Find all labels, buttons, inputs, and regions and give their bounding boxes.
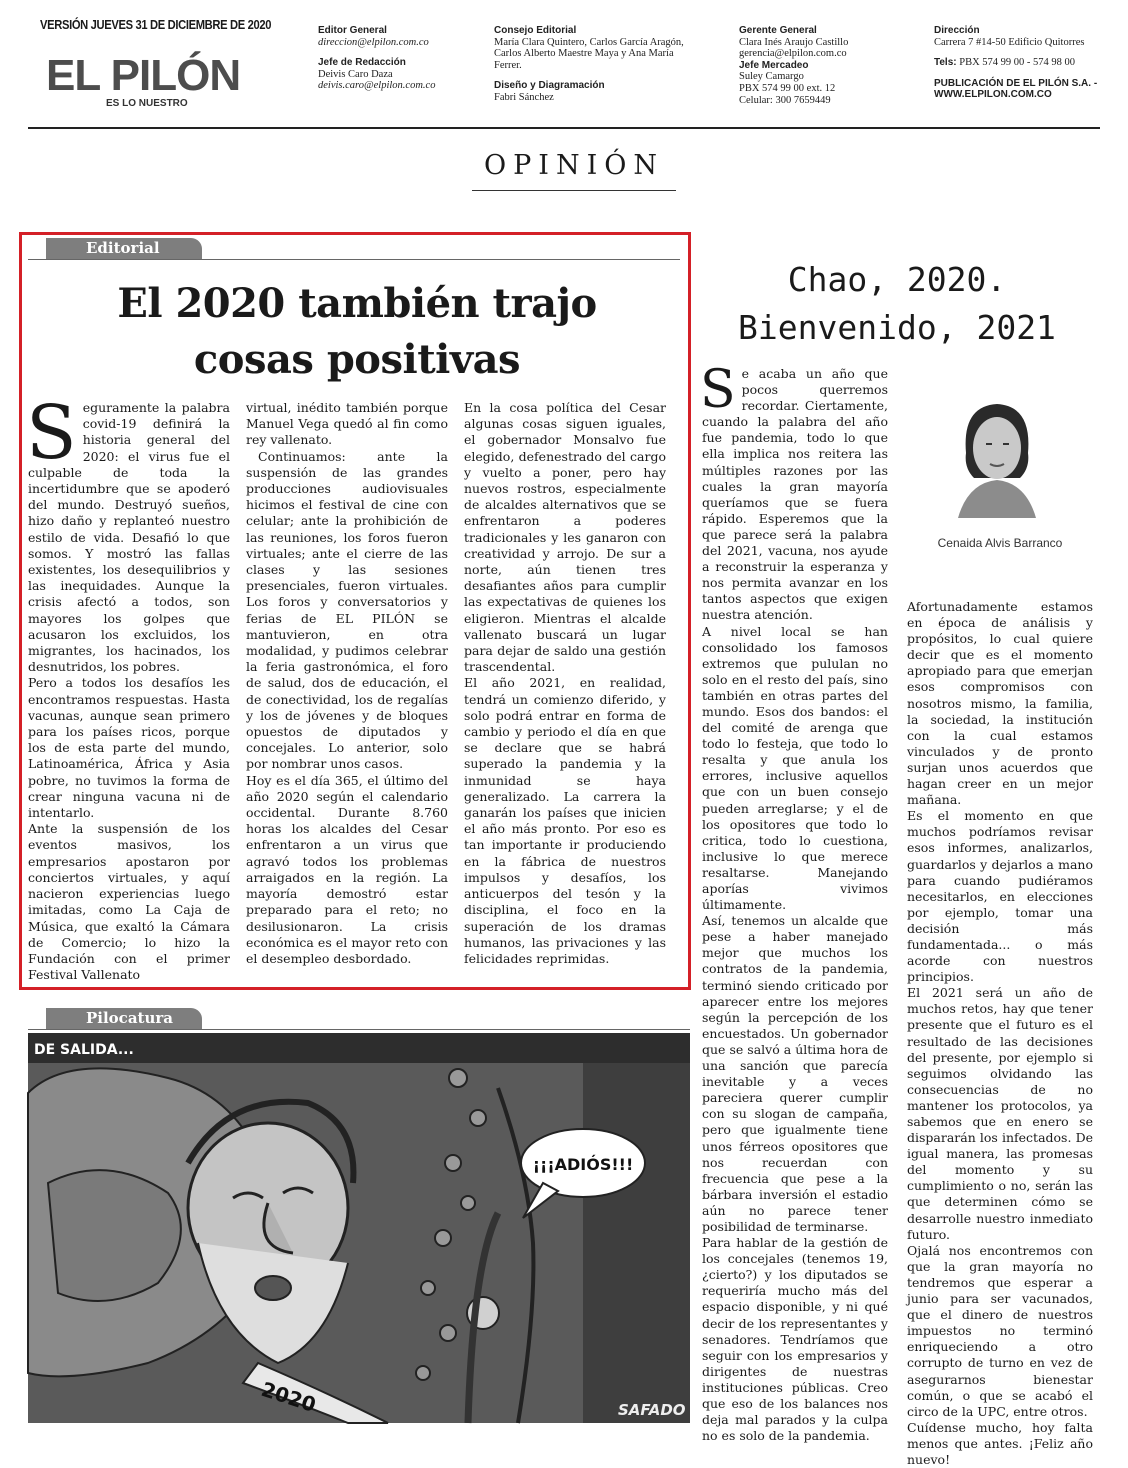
editorial-paragraph: Continuamos: ante la suspensión de las grandes producciones audiovisuales hicimos el festival de cine con celular; ante la prohibición de las reuniones, los foros fueron virtuales; ante el cierre de las clases y las sesiones presenciales, fueron virtuales. Los foros y conversatorios y ferias de EL PILÓN se mantuvieron, en otra modalidad, y pudimos celebrar la feria gastronómica, el foro de salud, dos de educación, el de conectividad, los de regalías y los de jóvenes y de bloques opuestos de diputados y concejales. Lo anterior, solo por nombrar unos casos. (246, 448, 448, 772)
jefe-redaccion-name: Deivis Caro Daza (318, 68, 393, 80)
editorial-column-2 (246, 400, 448, 967)
opinion-headline (707, 256, 1087, 352)
editorial-paragraph: virtual, inédito también porque Manuel Vega quedó al fin como rey vallenato. (246, 400, 448, 448)
newspaper-slogan: ES LO NUESTRO (106, 98, 188, 109)
mercadeo-cell: Celular: 300 7659449 (739, 94, 831, 106)
editorial-headline-line-1: El 2020 también trajo (117, 280, 597, 327)
edition-date: VERSIÓN JUEVES 31 DE DICIEMBRE DE 2020 (40, 17, 272, 32)
editorial-headline (40, 276, 674, 388)
masthead-direccion (934, 25, 1097, 101)
author-shoulders (958, 480, 1036, 518)
section-underline (472, 190, 676, 191)
publisher-line: PUBLICACIÓN DE EL PILÓN S.A. - (934, 77, 1098, 89)
opinion-headline-line-2: Bienvenido, 2021 (738, 308, 1056, 347)
diseno-name: Fabri Sánchez (494, 91, 554, 103)
editorial-tag: Editorial (46, 238, 202, 259)
sash-year: 2020 (258, 1376, 319, 1417)
editor-email[interactable]: direccion@elpilon.com.co (318, 36, 429, 48)
label-direccion: Dirección (934, 25, 980, 36)
editorial-tag-rule (28, 259, 680, 260)
mercadeo-phone: PBX 574 99 00 ext. 12 (739, 82, 836, 94)
author-name: Cenaida Alvis Barranco (937, 536, 1063, 550)
editorial-paragraph: En la cosa política del Cesar algunas cosas siguen iguales, el gobernador Monsalvo fue elegido, defenestrado del cargo y vuelto a poner, pero hay nuevos rostros, especialmente de alcaldes alternativos que se enfrentaron a poderes tradicionales y les ganaron con creatividad y arrojo. De sur a norte, aún tienen tres desafiantes años para cumplir las expectativas de quienes los eligieron. Mientras el alcalde vallenato buscará un lugar para dejar de saldo una gestión trascendental. (464, 400, 666, 675)
label-consejo-editorial: Consejo Editorial (494, 25, 577, 36)
consejo-line-2: Carlos Alberto Maestre Maya y Ana María (494, 48, 674, 60)
pilocatura-tag: Pilocatura (46, 1008, 202, 1029)
label-jefe-redaccion: Jefe de Redacción (318, 57, 406, 69)
speech-bubble-text: ¡¡¡ADIÓS!!! (532, 1155, 634, 1174)
section-title: OPINIÓN (483, 150, 665, 181)
editorial-paragraph: Hoy es el día 365, el último del año 2020 según el calendario occidental. Durante 8.760 horas los alcaldes del Cesar enfrentaron a un virus que agravó todos los problemas arraigados en la región. La mayoría demostró estar preparado para el reto; no desilusionaron. La crisis económica es el mayor reto con el desempleo desbordado. (246, 772, 448, 966)
opinion-paragraph: Para hablar de la gestión de los concejales (tenemos 19, ¿cierto?) y los diputados se requeriría mucho más del espacio disponible, y ni qué decir de los representantes y senadores. Tendríamos que seguir con los empresarios y dirigentes de nuestras instituciones públicas. Creo que eso de los balances nos deja mal parados y la culpa no es solo de la pandemia. (702, 1235, 888, 1444)
opinion-paragraph: El 2021 será un año de muchos retos, hay que tener presente que el futuro es el resultado de las decisiones del presente, por ejemplo si seguimos olvidando las consecuencias de no mantener los protocolos, ya sabemos que en enero se dispararán los infectados. De igual manera, las promesas del momento y su cumplimiento o no, serán las que determinen cómo se desarrolle nuestro inmediato futuro. (907, 985, 1093, 1242)
cartoon-sky (583, 1033, 690, 1423)
tels-value: PBX 574 99 00 - 574 98 00 (959, 57, 1076, 69)
editorial-cartoon (28, 1033, 690, 1423)
author-photo (948, 398, 1046, 518)
direccion-address: Carrera 7 #14-50 Edificio Quitorres (934, 36, 1085, 48)
label-gerente-general: Gerente General (739, 25, 817, 36)
pilocatura-tag-rule (28, 1029, 690, 1030)
cartoon-illustration (28, 1033, 690, 1423)
editorial-dropcap: S (26, 390, 77, 476)
label-editor-general: Editor General (318, 25, 387, 36)
editorial-paragraph: Ante la suspensión de los eventos masivos, los empresarios apostaron por conciertos virtuales, y aquí nacieron experiencias luego imitadas, como La Caja de Música, que exaltó la Cámara de Comercio; lo hizo la Fundación con el primer Festival Vallenato (28, 821, 230, 983)
opinion-paragraph: Cuídense mucho, hoy falta menos que antes. ¡Feliz año nuevo! (907, 1419, 1093, 1467)
consejo-line-3: Ferrer. (494, 59, 522, 71)
cartoonist-signature: SAFADO (618, 1401, 686, 1419)
masthead-divider (28, 127, 1100, 129)
masthead-gerencia (739, 25, 848, 106)
opinion-headline-line-1: Chao, 2020. (787, 260, 1007, 299)
masthead-editors (318, 25, 435, 92)
opinion-paragraph: Afortunadamente estamos en época de análisis y propósitos, lo cual quiere decir que es el momento apropiado para que emerjan esos compromisos con nosotros mismo, la familia, la sociedad, la institución con la cual estamos vinculados y de pronto surjan unos acuerdos que hagan creer en un mejor mañana. (907, 599, 1093, 808)
opinion-column-1 (700, 360, 888, 1444)
newspaper-logo[interactable]: EL PILÓN (46, 51, 241, 100)
gerente-email[interactable]: gerencia@elpilon.com.co (739, 48, 847, 60)
cartoon-caption: DE SALIDA... (34, 1042, 134, 1058)
opinion-paragraph: A nivel local se han consolidado los famosos extremos que pululan no solo en el resto del país, sino también en otras partes del mundo. Esos dos bandos: el del comité de arenga que todo lo festeja, que todo lo resalta y que anula los errores, inclusive aquellos que con un buen consejo pueden arreglarse; y el de los opositores que todo lo critica, todo lo cuestiona, inclusive lo que merece resaltarse. Manejando aporías vivimos últimamente. (702, 623, 888, 913)
website-link[interactable]: WWW.ELPILON.COM.CO (934, 89, 1052, 101)
editorial-column-3 (464, 400, 666, 967)
consejo-line-1: María Clara Quintero, Carlos García Aragón, (494, 36, 684, 48)
opinion-paragraph: Ojalá nos encontremos con que la gran mayoría no tendremos que esperar a junio para ser vacunados, que el dinero de nuestros impuestos no terminó enriqueciendo a otro corrupto de turno en vez de asegurarnos bienestar común, o que se acabó el circo de la UPC, entre otros. (907, 1242, 1093, 1419)
label-jefe-mercadeo: Jefe Mercadeo (739, 59, 809, 71)
label-diseno: Diseño y Diagramación (494, 80, 605, 92)
editorial-paragraph: Pero a todos los desafíos les encontramos respuestas. Hasta vacunas, aunque sean primero para los países ricos, porque los de esta parte del mundo, Latinoamérica, África y Asia pobre, no tuvimos la forma de crear ninguna vacuna ni de intentarlo. (28, 675, 230, 821)
opinion-paragraph: Así, tenemos un alcalde que pese a haber manejado mejor que muchos los contratos de la pandemia, terminó siendo criticado por aparecer entre los mejores según la percepción de los encuestados. Un gobernador que se salvó a última hora de una sanción que parecía inevitable y a veces pareciera querer cumplir con su slogan de campaña, pero que igualmente tiene unos férreos opositores que nos recuerdan con frecuencia que pese a la bárbara inversión el estadio aún no parece tener posibilidad de terminarse. (702, 913, 888, 1234)
editorial-headline-line-2: cosas positivas (193, 336, 521, 383)
editorial-paragraph: El año 2021, en realidad, tendrá un comienzo diferido, y solo podrá entrar en forma de cambio y periodo el día en que se declare que se habrá superado la pandemia y la inmunidad se haya generalizado. La carrera la ganarán los países que inicien el año más pronto. Por eso es tan importante ir produciendo en la fábrica de nuestros impulsos y desafíos, los anticuerpos del tesón y la disciplina, el foco en la superación de los dramas humanos, las privaciones y las felicidades reprimidas. (464, 675, 666, 966)
editorial-column-1 (26, 390, 230, 983)
old-man-mouth (255, 1276, 291, 1300)
masthead-consejo (494, 25, 684, 104)
opinion-paragraph: Es el momento en que muchos podríamos revisar esos informes, analizarlos, guardarlos y dejarlos a mano para cuando pudiéramos necesitarlos, en elecciones por ejemplo, tomar una decisión más fundamentada... o más acorde con nuestros principios. (907, 808, 1093, 985)
editorial-paragraph: Seguramente la palabra covid-19 definirá la historia general del 2020: el virus fue el culpable de toda la incertidumbre que se apoderó del mundo. Destruyó sueños, hizo daño y replanteó nuestro estilo de vida. Desafió lo que somos. Y mostró las fallas existentes, los desequilibrios y las inequidades. Aunque la crisis afectó a todos, son mayores los golpes que acusaron los excluidos, los migrantes, los hacinados, los desnutridos, los pobres. (26, 390, 230, 675)
opinion-dropcap: S (700, 360, 736, 420)
jefe-redaccion-email[interactable]: deivis.caro@elpilon.com.co (318, 80, 436, 92)
gerente-name: Clara Inés Araujo Castillo (739, 36, 849, 48)
label-tels: Tels: (934, 57, 957, 69)
opinion-paragraph: Se acaba un año que pocos querremos recordar. Ciertamente, cuando la palabra del año fue pandemia, todo lo que ella implica nos reitera las múltiples razones por las cuales la gran mayoría queríamos que se fuera rápido. Esperemos que la que parece será la palabra del 2021, vacuna, nos ayude a reconstruir la esperanza y nos permita avanzar en los tantos aspectos que exigen nuestra atención. (700, 360, 888, 623)
author-face (973, 417, 1021, 479)
opinion-column-2 (907, 599, 1093, 1468)
mercadeo-name: Suley Camargo (739, 71, 804, 83)
